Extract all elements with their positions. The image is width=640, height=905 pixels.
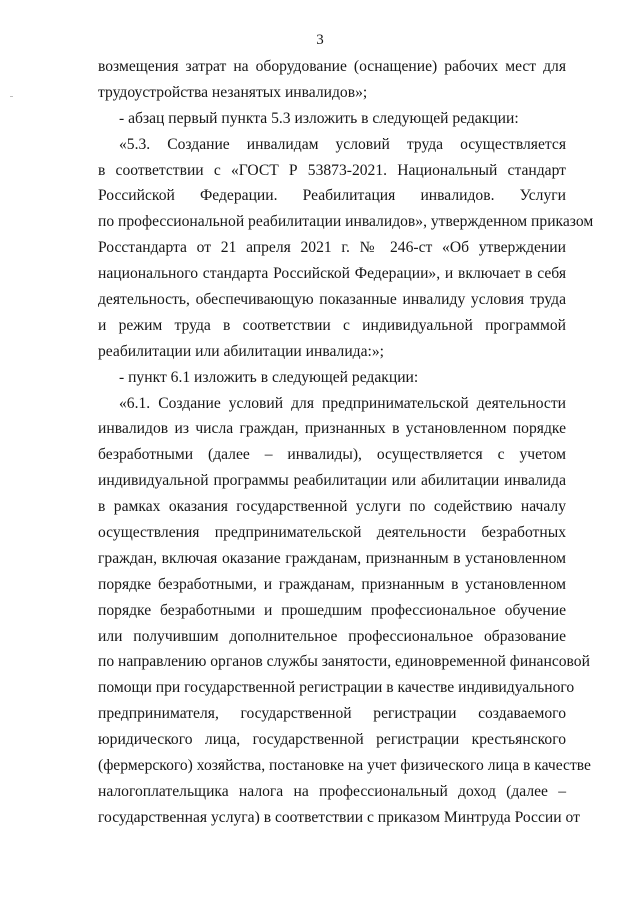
text-line: государственная услуга) в соответствии с приказом Минтруда России от <box>98 808 580 826</box>
text-line: предпринимателя, государственной регистрации создаваемого <box>98 705 566 723</box>
text-line: безработными (далее – инвалиды), осуществляется с учетом <box>98 446 566 464</box>
text-line: национального стандарта Российской Федерации», и включает в себя <box>98 265 566 283</box>
page-number: 3 <box>316 32 324 48</box>
text-line: возмещения затрат на оборудование (оснащение) рабочих мест для <box>98 58 566 75</box>
text-line: или получившим дополнительное профессиональное образование <box>98 627 566 645</box>
text-line: налогоплательщика налога на профессиональный доход (далее – <box>98 782 566 800</box>
text-line: граждан, включая оказание гражданам, признанным в установленном <box>98 549 566 567</box>
text-line: и режим труда в соответствии с индивидуальной программой <box>98 316 566 334</box>
text-line: «6.1. Создание условий для предпринимательской деятельности <box>119 394 566 412</box>
text-line: (фермерского) хозяйства, постановке на учет физического лица в качестве <box>98 757 591 775</box>
text-line: Росстандарта от 21 апреля 2021 г. № 246-ст «Об утверждении <box>98 239 566 257</box>
text-line: в соответствии с «ГОСТ Р 53873-2021. Национальный стандарт <box>98 161 566 179</box>
text-line: индивидуальной программы реабилитации или абилитации инвалида <box>98 472 566 490</box>
text-line: порядке безработными и прошедшим профессиональное обучение <box>98 601 566 619</box>
text-line: помощи при государственной регистрации в качестве индивидуального <box>98 679 575 697</box>
text-line: Российской Федерации. Реабилитация инвалидов. Услуги <box>98 187 566 205</box>
text-line: - пункт 6.1 изложить в следующей редакции: <box>119 368 419 386</box>
text-line: инвалидов из числа граждан, признанных в установленном порядке <box>98 420 566 438</box>
text-line: «5.3. Создание инвалидам условий труда осуществляется <box>119 135 566 153</box>
text-line: - абзац первый пункта 5.3 изложить в следующей редакции: <box>119 109 519 127</box>
text-line: по направлению органов службы занятости, единовременной финансовой <box>98 653 590 671</box>
text-line: порядке безработными, и гражданам, признанным в установленном <box>98 575 566 593</box>
text-line: юридического лица, государственной регистрации крестьянского <box>98 731 566 749</box>
document-body <box>98 54 594 831</box>
text-line: по профессиональной реабилитации инвалидов», утвержденном приказом <box>98 213 594 231</box>
text-line: трудоустройства незанятых инвалидов»; <box>98 83 368 101</box>
text-line: деятельность, обеспечивающую показанные инвалиду условия труда <box>98 291 566 309</box>
text-line: осуществления предпринимательской деятельности безработных <box>98 524 566 542</box>
text-line: реабилитации или абилитации инвалида:»; <box>98 342 385 360</box>
margin-mark <box>10 96 13 97</box>
text-line: в рамках оказания государственной услуги по содействию началу <box>98 498 566 516</box>
